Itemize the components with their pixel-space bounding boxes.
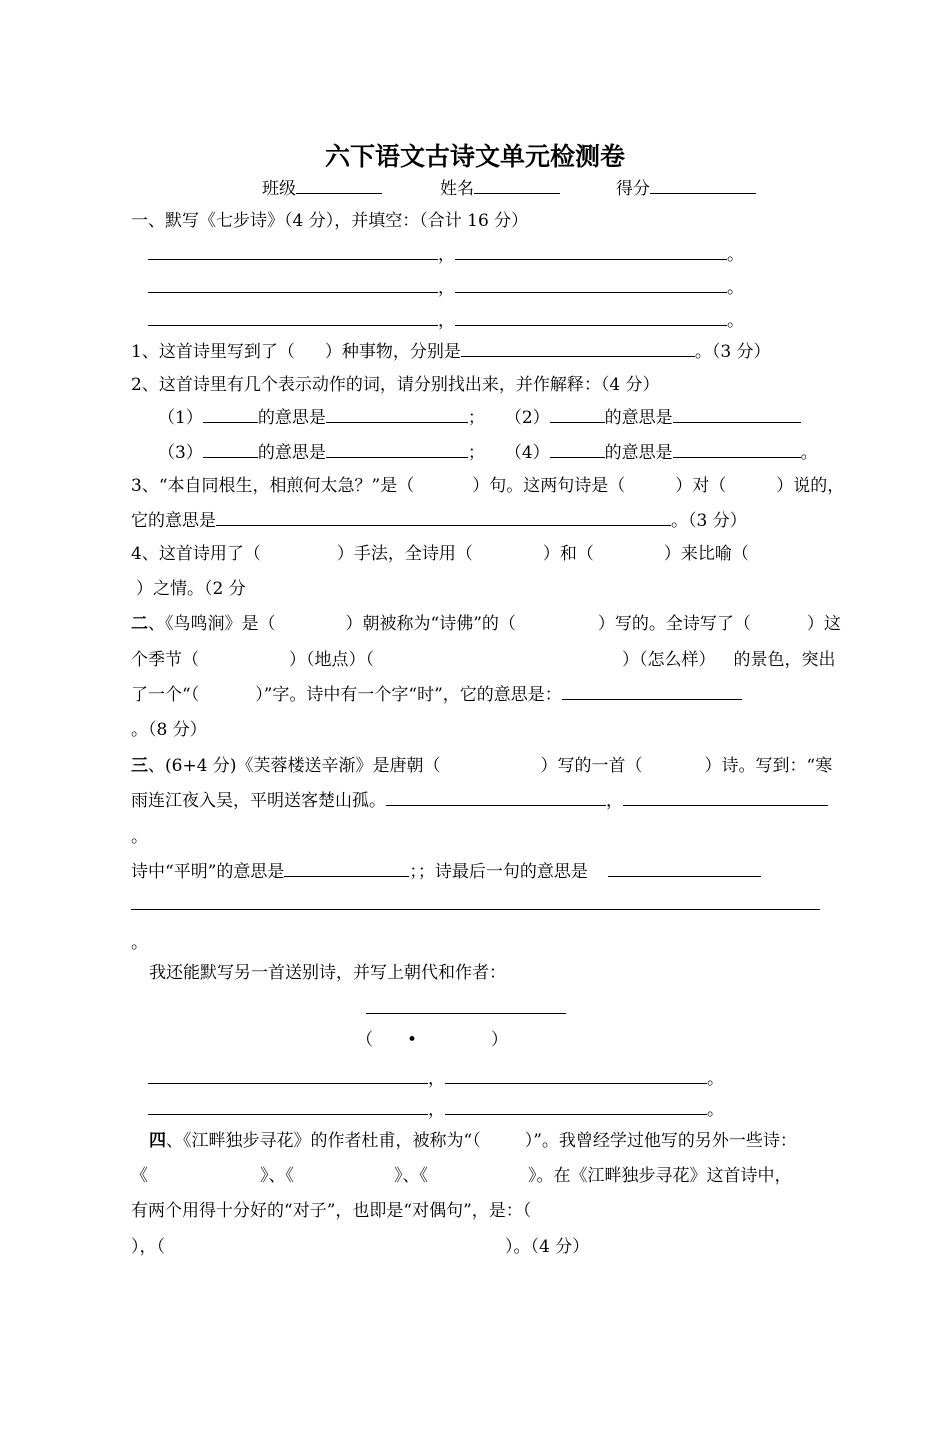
q4-text: ）”。我曾经学过他写的另外一些诗： xyxy=(524,1131,797,1151)
q4-line3: 有两个用得十分好的“对子”，也即是“对偶句”，是：（ xyxy=(131,1201,532,1221)
q4-text: ），（ xyxy=(131,1237,165,1257)
poem-blank[interactable] xyxy=(148,277,438,293)
q2-line4: 。（8 分） xyxy=(131,720,207,740)
class-label: 班级 xyxy=(262,179,296,199)
q3-text: ；诗最后一句的意思是 xyxy=(417,862,588,882)
comma: ， xyxy=(606,791,623,811)
q1-s3-line2 xyxy=(131,510,747,532)
poem-blank[interactable] xyxy=(455,277,727,293)
q2-text: ）”字。诗中有一个字“时”，它的意思是： xyxy=(255,685,562,705)
word-blank[interactable] xyxy=(550,442,605,458)
paren: ） xyxy=(491,1030,509,1050)
q3-text: ）写的一首（ xyxy=(540,756,643,776)
meaning-blank[interactable] xyxy=(673,442,801,458)
q1-s3 xyxy=(131,475,844,497)
score-label: 得分 xyxy=(616,179,650,199)
answer-line[interactable] xyxy=(131,909,820,910)
q1-s4 xyxy=(131,543,749,565)
q3-head: 三 xyxy=(131,756,148,776)
q1-s4-text: ）来比喻（ xyxy=(663,544,749,564)
word-blank[interactable] xyxy=(550,407,605,423)
score-field xyxy=(616,178,756,200)
comma: ， xyxy=(438,311,455,331)
comma: ， xyxy=(438,278,455,298)
comma: ， xyxy=(428,1069,445,1089)
page-title: 六下语文古诗文单元检测卷 xyxy=(324,142,625,171)
q1-s4-text: ）手法，全诗用（ xyxy=(336,544,473,564)
name-blank[interactable] xyxy=(474,178,560,194)
meaning-blank[interactable] xyxy=(673,407,801,423)
item-num: （2） xyxy=(504,408,550,428)
answer-blank[interactable] xyxy=(284,861,409,877)
q3-text: 雨连江夜入吴，平明送客楚山孤。 xyxy=(131,791,386,811)
item-num: （4） xyxy=(504,443,550,463)
q3-line3: 。 xyxy=(131,827,148,847)
class-field xyxy=(262,178,382,200)
answer-blank[interactable] xyxy=(461,341,695,357)
q1-s4-line2: ）之情。（2 分 xyxy=(136,579,246,599)
poem2-line-2 xyxy=(148,1099,724,1121)
period: 。 xyxy=(800,443,818,463)
q2-text: ）（地点）（ xyxy=(289,650,374,670)
q1-s1 xyxy=(131,341,771,363)
q2-text: 的景色，突出 xyxy=(733,650,836,670)
q3-line5: 。 xyxy=(131,933,148,953)
item-num: （3） xyxy=(158,443,203,463)
q1-prompt: 一、默写《七步诗》（4 分），并填空：（合计 16 分） xyxy=(131,211,529,231)
poem-blank[interactable] xyxy=(445,1068,707,1084)
meaning-label: 的意思是 xyxy=(257,443,326,463)
poem-line-1 xyxy=(148,244,744,266)
q1-s3-text: 。（3 分） xyxy=(671,511,747,531)
meaning-label: 的意思是 xyxy=(604,443,673,463)
dynasty-author xyxy=(356,1029,508,1051)
period: 。 xyxy=(727,245,744,265)
q3-text: 、(6+4 分)《芙蓉楼送辛渐》是唐朝（ xyxy=(148,756,441,776)
semicolon: ； xyxy=(467,408,485,428)
q2-text: 、《鸟鸣涧》是（ xyxy=(148,614,276,634)
q4-head: 四 xyxy=(149,1131,166,1151)
word-blank[interactable] xyxy=(203,442,258,458)
q3-line2 xyxy=(131,790,828,812)
name-label: 姓名 xyxy=(440,179,474,199)
q2-text: ）（怎么样） xyxy=(622,650,716,670)
separator-dot: • xyxy=(407,1030,418,1050)
poem-blank[interactable] xyxy=(148,1068,428,1084)
poem-blank[interactable] xyxy=(148,244,438,260)
meaning-blank[interactable] xyxy=(326,407,468,423)
q3-line6: 我还能默写另一首送别诗，并写上朝代和作者： xyxy=(149,963,506,983)
class-blank[interactable] xyxy=(296,178,382,194)
q2-text: 个季节（ xyxy=(131,650,199,670)
q1-s1-text: 。（3 分） xyxy=(694,342,771,362)
q4-text: 》、《 xyxy=(260,1166,294,1186)
q1-s1-text: 1、这首诗里写到了（ xyxy=(131,342,295,362)
poem-line-2 xyxy=(148,277,744,299)
answer-blank[interactable] xyxy=(562,684,742,700)
paren: （ xyxy=(356,1030,373,1050)
q1-s4-text: 4、这首诗用了（ xyxy=(131,544,261,564)
poem-blank[interactable] xyxy=(455,244,727,260)
meaning-label: 的意思是 xyxy=(604,408,673,428)
q2-text: ）这 xyxy=(806,614,841,634)
q1-s3-text: ）句。这两句诗是（ xyxy=(472,476,626,496)
name-field xyxy=(440,178,560,200)
meaning-label: 的意思是 xyxy=(257,408,326,428)
poem-blank[interactable] xyxy=(148,1099,428,1115)
q2-line1 xyxy=(131,613,841,635)
q3-line4 xyxy=(131,861,761,883)
q2-text: ）写的。全诗写了（ xyxy=(597,614,751,634)
item-num: （1） xyxy=(158,408,203,428)
q2-line2 xyxy=(131,649,836,671)
q1-s4-text: ）和（ xyxy=(542,544,594,564)
q4-line2 xyxy=(131,1165,792,1187)
q1-s3-text: ）对（ xyxy=(675,476,727,496)
comma: ， xyxy=(428,1100,445,1120)
poem-blank[interactable] xyxy=(623,790,828,806)
semicolon: ； xyxy=(409,862,418,882)
q4-text: 、《江畔独步寻花》的作者杜甫，被称为“（ xyxy=(166,1131,481,1151)
comma: ， xyxy=(438,245,455,265)
q4-text: 》。在《江畔独步寻花》这首诗中， xyxy=(528,1166,792,1186)
q1-s2-row1 xyxy=(158,407,801,429)
poem-title-blank[interactable] xyxy=(366,1013,566,1014)
q2-text: ）朝被称为“诗佛”的（ xyxy=(345,614,516,634)
q2-line3 xyxy=(131,684,742,706)
q1-s2: 2、这首诗里有几个表示动作的词，请分别找出来，并作解释：（4 分） xyxy=(131,375,660,395)
score-blank[interactable] xyxy=(650,178,756,194)
poem-blank[interactable] xyxy=(386,790,606,806)
q1-s3-text: 它的意思是 xyxy=(131,511,216,531)
q2-text: 了一个“（ xyxy=(131,685,200,705)
period: 。 xyxy=(727,311,744,331)
semicolon: ； xyxy=(467,443,485,463)
poem-blank[interactable] xyxy=(148,310,438,326)
q1-s3-text: ）说的， xyxy=(776,476,845,496)
poem-blank[interactable] xyxy=(445,1099,707,1115)
q3-text: ）诗。写到：“寒 xyxy=(704,756,833,776)
q3-text: 诗中“平明”的意思是 xyxy=(131,862,285,882)
poem-line-3 xyxy=(148,310,744,332)
period: 。 xyxy=(707,1100,724,1120)
meaning-blank[interactable] xyxy=(326,442,468,458)
word-blank[interactable] xyxy=(203,407,258,423)
q3-line1 xyxy=(131,755,832,777)
poem-blank[interactable] xyxy=(455,310,727,326)
q4-text: 《 xyxy=(131,1166,148,1186)
q4-line4 xyxy=(131,1236,589,1258)
answer-blank[interactable] xyxy=(608,861,761,877)
period: 。 xyxy=(707,1069,724,1089)
q2-head: 二 xyxy=(131,614,148,634)
q4-text: 》、《 xyxy=(394,1166,428,1186)
q4-line1 xyxy=(149,1130,797,1152)
answer-blank[interactable] xyxy=(216,510,671,526)
poem2-line-1 xyxy=(148,1068,724,1090)
q1-s2-row2 xyxy=(158,442,818,464)
period: 。 xyxy=(727,278,744,298)
q1-s1-text: ）种事物，分别是 xyxy=(324,342,461,362)
q4-text: ）。（4 分） xyxy=(505,1237,590,1257)
q1-s3-text: 3、“本自同根生，相煎何太急？”是（ xyxy=(131,476,415,496)
